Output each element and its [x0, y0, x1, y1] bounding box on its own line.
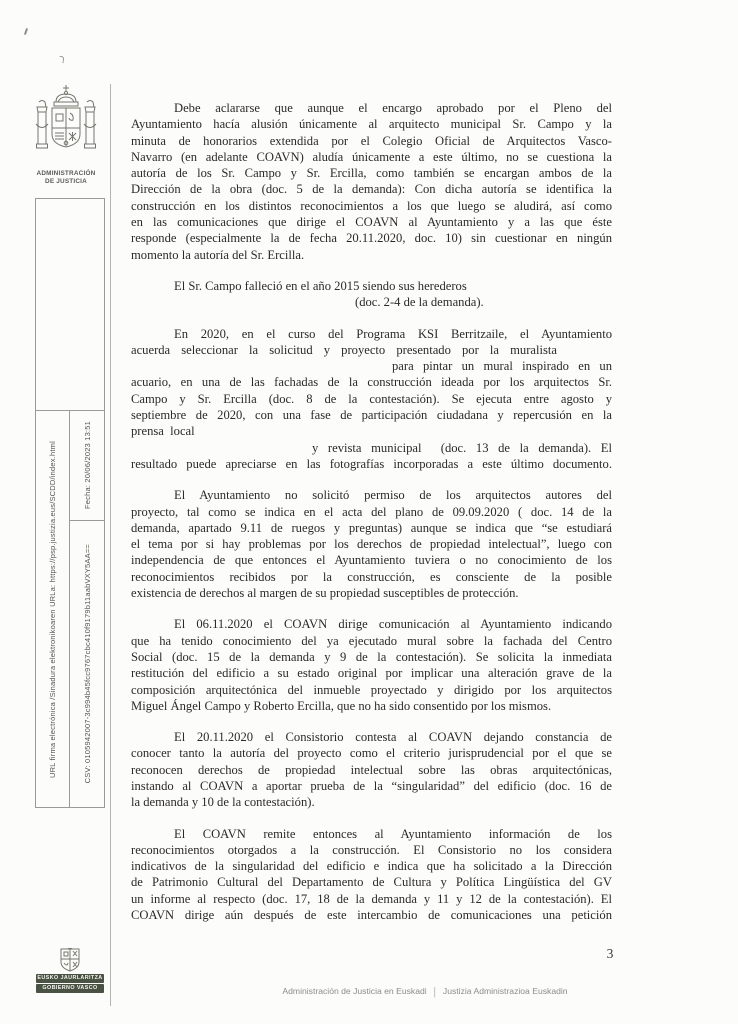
- signature-url-cell: [36, 411, 70, 807]
- paragraph: [131, 616, 612, 714]
- footer-text-es: Administración de Justicia en Euskadi: [282, 986, 427, 996]
- text-line: COAVN dirige aún después de este intercambio de comunicaciones una petición: [131, 908, 612, 923]
- emblem-caption: [26, 170, 106, 186]
- text-line: El Ayuntamiento no solicitó permiso de los arquitectos autores del: [174, 488, 612, 503]
- text-line: composición arquitectónica del inmueble proyectado y dirigido por los arquitectos: [131, 682, 612, 697]
- footer-text-eu: Justizia Administrazioa Euskadin: [442, 986, 568, 996]
- text-line: conocer tanto la autoría del proyecto como el criterio jurisprudencial por el que se: [131, 746, 612, 761]
- text-line: Campo y Sr. Ercilla (doc. 8 de la contestación). Se ejecuta entre agosto y: [131, 391, 612, 406]
- text-line: restitución del edificio a su estado original por implicar una alteración grave de la: [131, 666, 612, 681]
- text-line: Debe aclararse que aunque el encargo aprobado por el Pleno del: [174, 101, 612, 115]
- text-line: independencia de que entonces el Ayuntamiento tuviera o no conocimiento de los: [131, 553, 612, 568]
- text-line: resultado puede apreciarse en las fotografías incorporadas a este último documento.: [131, 456, 612, 471]
- text-line: la demanda y 10 de la contestación).: [131, 795, 315, 810]
- text-line: En 2020, en el curso del Programa KSI Berritzaile, el Ayuntamiento: [174, 326, 612, 341]
- text-line: reconocen derechos de propiedad intelectual sobre las obras arquitectónicas,: [131, 762, 612, 777]
- text-line: un informe al respecto (doc. 17, 18 de la demanda y 11 y 12 de la contestación). El: [131, 891, 612, 906]
- emblem-caption-line2: DE JUSTICIA: [45, 178, 87, 185]
- text-line: El Sr. Campo falleció en el año 2015 siendo sus herederos: [174, 278, 467, 293]
- text-line: momento la autoría del Sr. Ercilla.: [131, 247, 305, 262]
- gov-logo-line1: EUSKO JAURLARITZA: [37, 975, 103, 981]
- text-line: demanda, apartado 9.11 de ruegos y preguntas) aunque se indica que “se estudiará: [131, 520, 612, 535]
- gov-logo-line2: GOBIERNO VASCO: [36, 984, 104, 993]
- signature-csv-cell: [70, 521, 104, 807]
- pen-mark: [59, 56, 65, 64]
- text-line: Navarro (en adelante COAVN) aludía únicamente a este último, no se cuestiona la: [131, 149, 612, 164]
- text-line: construcción en los distintos reconocimientos a los que luego se aludirá, así como: [131, 198, 612, 213]
- pen-mark: [24, 28, 28, 35]
- paragraph: [131, 326, 612, 473]
- signature-date-text: Fecha: 20/06/2023 13:51: [82, 421, 92, 510]
- text-line: Social (doc. 15 de la demanda y 9 de la contestación). Se solicita la inmediata: [131, 649, 612, 664]
- text-line: acuario, en una de las fachadas de la construcción ideada por los arquitectos Sr.: [131, 375, 612, 390]
- basque-government-crest-icon: [55, 948, 85, 972]
- paragraph: [131, 278, 612, 311]
- text-line: Dirección de la obra (doc. 5 de la demanda): Con dicha autoría se identifica la: [131, 182, 612, 197]
- text-line: El 06.11.2020 el COAVN dirige comunicación al Ayuntamiento indicando: [174, 617, 612, 632]
- text-line: Miguel Ángel Campo y Roberto Ercilla, que no ha sido consentido por los mismos.: [131, 698, 552, 713]
- text-line: responde (especialmente la de fecha 20.11.2020, doc. 10) sin cuestionar en ningún: [131, 231, 612, 246]
- signature-csv-text: CSV: 0105942007-3c994b45fcc9767cbc410f9179b11aabVXY5AA==: [82, 544, 92, 784]
- text-line: Ayuntamiento hacía alusión únicamente al arquitecto municipal Sr. Campo y la: [131, 117, 612, 132]
- text-line: indicativos de la singularidad del edificio e indica que ha solicitado a la Dirección: [131, 859, 612, 874]
- text-line: (doc. 2-4 de la demanda).: [355, 295, 484, 310]
- paragraph: [131, 826, 612, 924]
- text-line: minuta de honorarios extendida por el Colegio Oficial de Arquitectos Vasco-: [131, 133, 612, 148]
- spain-coat-of-arms-icon: [34, 84, 98, 168]
- body-text: [131, 100, 612, 938]
- text-line: autoría de los Sr. Campo y Sr. Ercilla, como también se encargan ambos de la: [131, 166, 612, 181]
- paragraph: [131, 100, 612, 263]
- signature-url-text: URL firma electrónica /Sinadura elektronikoaren URLa: https://psp.justizia.eus/SCDD/index.html: [48, 440, 57, 778]
- page-footer: [140, 986, 710, 996]
- text-line: en las comunicaciones que dirige el COAVN al Ayuntamiento y a las que éste: [131, 215, 612, 230]
- text-line: septiembre de 2020, con una fase de participación ciudadana y repercusión en la: [131, 408, 612, 423]
- text-line: que ha tenido conocimiento del ya ejecutado mural sobre la fachada del Centro: [131, 633, 612, 648]
- text-line: instando al COAVN a aportar prueba de la “singularidad” del edificio (doc. 16 de: [131, 778, 612, 793]
- text-line: El COAVN remite entonces al Ayuntamiento información de los: [174, 826, 612, 841]
- basque-government-logo: [36, 948, 104, 994]
- text-line: de Patrimonio Cultural del Departamento de Cultura y Política Lingüística del GV: [131, 875, 612, 890]
- signature-date-cell: [70, 411, 104, 521]
- text-line: acuerda seleccionar la solicitud y proyecto presentado por la muralista: [131, 342, 557, 357]
- text-line: reconocimientos otorgados a la construcción. El Consistorio no los considera: [131, 842, 612, 857]
- text-line: prensa local: [131, 424, 195, 439]
- text-line: existencia de derechos al margen de su propiedad susceptibles de protección.: [131, 586, 519, 601]
- text-line: y revista municipal (doc. 13 de la demanda). El: [312, 440, 612, 455]
- page-number: 3: [606, 946, 614, 961]
- margin-divider-line: [110, 84, 111, 1006]
- text-line: reconocimientos recibidos por la construcción, es consciente de la posible: [131, 569, 612, 584]
- emblem-caption-line1: ADMINISTRACIÓN: [36, 170, 96, 177]
- paragraph: [131, 487, 612, 601]
- text-line: proyecto, tal como se indica en el acta del plano de 09.09.2020 ( doc. 14 de la: [131, 504, 612, 519]
- text-line: El 20.11.2020 el Consistorio contesta al COAVN dejando constancia de: [174, 730, 612, 745]
- text-line: para pintar un mural inspirado en un: [392, 359, 612, 374]
- stamp-area: [36, 199, 104, 411]
- text-line: el tema por si hay problemas por los derechos de propiedad intelectual”, luego con: [131, 537, 612, 552]
- signature-verification-box: [35, 198, 105, 808]
- paragraph: [131, 729, 612, 810]
- footer-divider: |: [433, 984, 436, 998]
